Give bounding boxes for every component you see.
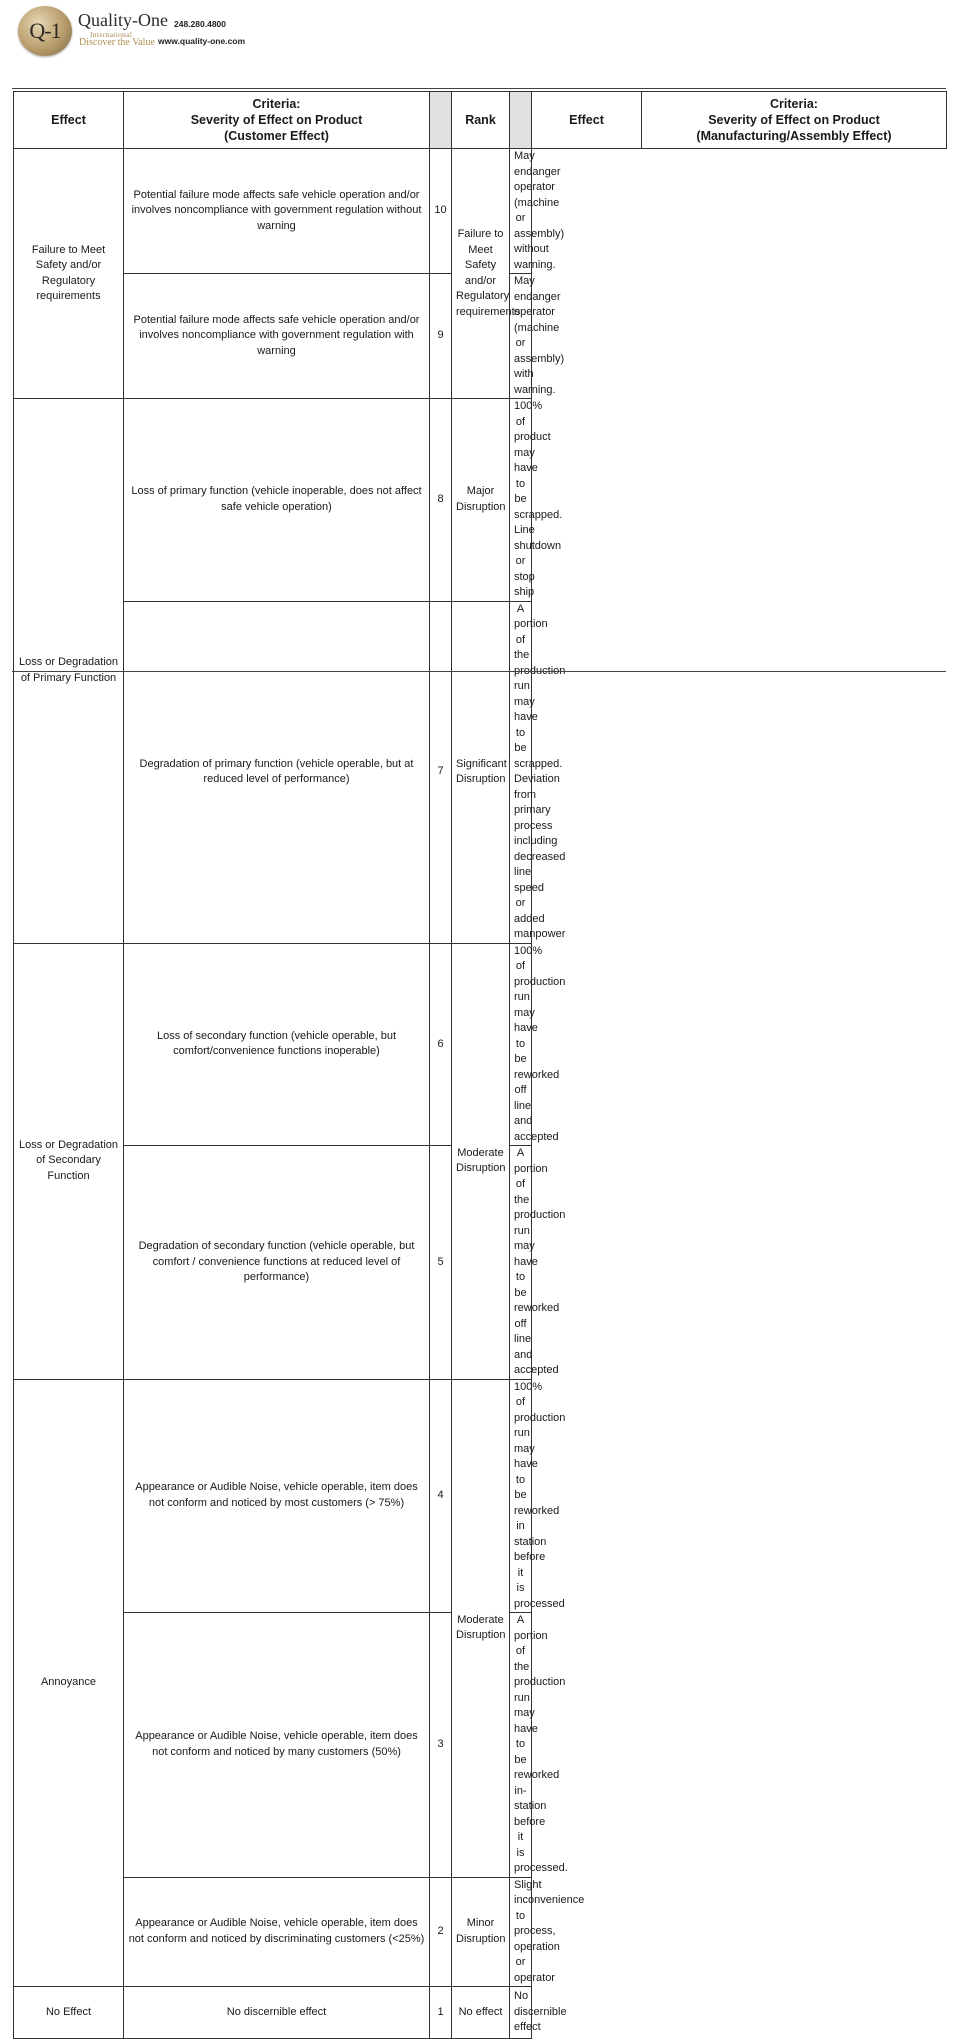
table-row bbox=[14, 1877, 947, 1987]
table-row bbox=[14, 1987, 947, 2039]
customer-criteria-cell: Appearance or Audible Noise, vehicle operable, item does not conform and noticed by most customers (> 75%) bbox=[124, 1379, 430, 1613]
table-row bbox=[14, 399, 947, 602]
manufacturing-criteria-cell: 100% of production run may have to be reworked in station before it is processed bbox=[510, 1379, 532, 1613]
customer-criteria-cell: Degradation of primary function (vehicle operable, but at reduced level of performance) bbox=[124, 601, 430, 943]
rank-cell: 9 bbox=[430, 274, 452, 399]
header-effect-manufacturing: Effect bbox=[532, 92, 642, 149]
logo-emblem bbox=[18, 6, 72, 56]
manufacturing-effect-cell: Major Disruption bbox=[452, 399, 510, 602]
manufacturing-criteria-cell: A portion of the production run may have to be reworked off line and accepted bbox=[510, 1146, 532, 1380]
manufacturing-effect-cell: No effect bbox=[452, 1987, 510, 2039]
rank-cell: 5 bbox=[430, 1146, 452, 1380]
customer-criteria-cell: Loss of secondary function (vehicle operable, but comfort/convenience functions inoperable) bbox=[124, 943, 430, 1146]
header-criteria-customer-line3: (Customer Effect) bbox=[224, 129, 329, 143]
brand-subtitle: International bbox=[90, 30, 133, 39]
rank-cell: 2 bbox=[430, 1877, 452, 1987]
shaded-divider-left bbox=[430, 92, 452, 149]
manufacturing-criteria-cell: No discernible effect bbox=[510, 1987, 532, 2039]
rank-cell: 3 bbox=[430, 1613, 452, 1878]
header-row bbox=[14, 92, 947, 149]
header-criteria-manufacturing-line3: (Manufacturing/Assembly Effect) bbox=[696, 129, 892, 143]
manufacturing-criteria-cell: A portion of the production run may have to be scrapped. Deviation from primary process including decreased line speed or added manpower bbox=[510, 601, 532, 943]
manufacturing-criteria-cell: May endanger operator (machine or assembly) without warning. bbox=[510, 149, 532, 274]
manufacturing-criteria-cell: A portion of the production run may have to be reworked in-station before it is processed. bbox=[510, 1613, 532, 1878]
customer-effect-cell: Loss or Degradation of Primary Function bbox=[14, 399, 124, 944]
rank-cell: 8 bbox=[430, 399, 452, 602]
logo-mark: Q-1 bbox=[29, 18, 61, 43]
brand-tagline: Discover the Value bbox=[79, 37, 155, 48]
manufacturing-effect-cell: Moderate Disruption bbox=[452, 943, 510, 1379]
brand-name: Quality-One bbox=[78, 10, 168, 30]
manufacturing-criteria-cell: Slight inconvenience to process, operation or operator bbox=[510, 1877, 532, 1987]
manufacturing-criteria-cell: 100% of production run may have to be reworked off line and accepted bbox=[510, 943, 532, 1146]
header-criteria-manufacturing-line2: Severity of Effect on Product bbox=[708, 113, 880, 127]
table-row bbox=[14, 1379, 947, 1613]
customer-effect-cell: Loss or Degradation of Secondary Function bbox=[14, 943, 124, 1379]
customer-effect-cell: No Effect bbox=[14, 1987, 124, 2039]
customer-criteria-cell: No discernible effect bbox=[124, 1987, 430, 2039]
rank-cell: 7 bbox=[430, 601, 452, 943]
customer-criteria-cell: Degradation of secondary function (vehicle operable, but comfort / convenience functions at reduced level of performance) bbox=[124, 1146, 430, 1380]
header-criteria-customer-line1: Criteria: bbox=[252, 97, 301, 111]
website-url: www.quality-one.com bbox=[158, 36, 246, 46]
header-criteria-manufacturing bbox=[642, 92, 947, 149]
table-row bbox=[14, 601, 947, 943]
top-divider bbox=[12, 88, 946, 89]
phone-number: 248.280.4800 bbox=[174, 19, 226, 29]
header-criteria-customer-line2: Severity of Effect on Product bbox=[190, 113, 363, 127]
bottom-divider bbox=[12, 671, 946, 672]
customer-criteria-cell: Appearance or Audible Noise, vehicle operable, item does not conform and noticed by discriminating customers (<25%) bbox=[124, 1877, 430, 1987]
customer-effect-cell: Failure to Meet Safety and/or Regulatory requirements bbox=[14, 149, 124, 399]
table-row bbox=[14, 149, 947, 274]
table-row bbox=[14, 943, 947, 1146]
customer-effect-cell: Annoyance bbox=[14, 1379, 124, 1987]
manufacturing-effect-cell: Minor Disruption bbox=[452, 1877, 510, 1987]
rank-cell: 6 bbox=[430, 943, 452, 1146]
severity-table bbox=[13, 91, 947, 2039]
customer-criteria-cell: Loss of primary function (vehicle inoperable, does not affect safe vehicle operation) bbox=[124, 399, 430, 602]
rank-cell: 10 bbox=[430, 149, 452, 274]
header-rank: Rank bbox=[452, 92, 510, 149]
rank-cell: 4 bbox=[430, 1379, 452, 1613]
manufacturing-effect-cell: Moderate Disruption bbox=[452, 1379, 510, 1877]
customer-criteria-cell: Appearance or Audible Noise, vehicle operable, item does not conform and noticed by many customers (50%) bbox=[124, 1613, 430, 1878]
rank-cell: 1 bbox=[430, 1987, 452, 2039]
header-criteria-manufacturing-line1: Criteria: bbox=[770, 97, 818, 111]
header-effect-customer: Effect bbox=[14, 92, 124, 149]
manufacturing-effect-cell: Failure to Meet Safety and/or Regulatory requirements bbox=[452, 149, 510, 399]
manufacturing-criteria-cell: 100% of product may have to be scrapped. Line shutdown or stop ship bbox=[510, 399, 532, 602]
manufacturing-effect-cell: Significant Disruption bbox=[452, 601, 510, 943]
customer-criteria-cell: Potential failure mode affects safe vehicle operation and/or involves noncompliance with government regulation without warning bbox=[124, 149, 430, 274]
manufacturing-criteria-cell: May endanger operator (machine or assembly) with warning. bbox=[510, 274, 532, 399]
customer-criteria-cell: Potential failure mode affects safe vehicle operation and/or involves noncompliance with government regulation with warning bbox=[124, 274, 430, 399]
header-criteria-customer bbox=[124, 92, 430, 149]
shaded-divider-right bbox=[510, 92, 532, 149]
